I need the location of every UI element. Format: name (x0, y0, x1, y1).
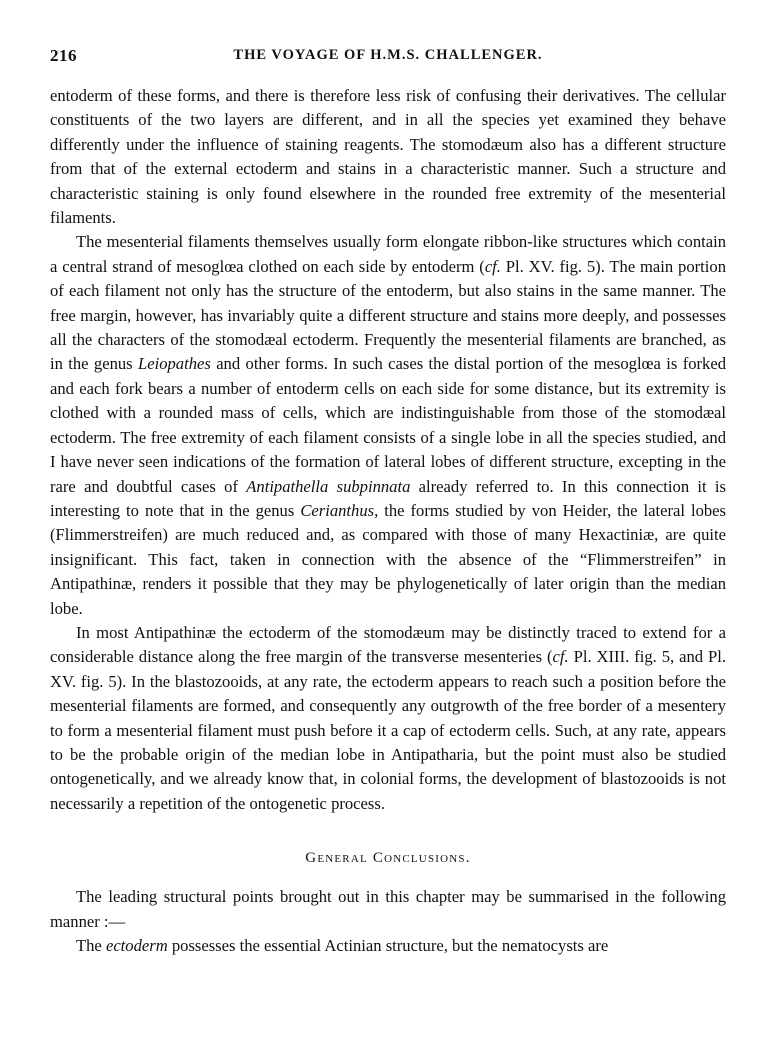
genus-cerianthus: Cerianthus, (300, 500, 379, 520)
paragraph-3-text-b: Pl. XIII. fig. 5, and Pl. XV. fig. 5). In the blastozooids, at any rate, the ectoderm appears to reach such a position before the mesenterial filaments are formed, and consequently any outgrowth of the free border of a mesentery to form a mesenterial filament must push before it a cap of ectoderm cells. Such, at any rate, appears to be the probable origin of the median lobe in Antipatharia, but the point must also be studied ontogenetically, and we already know that, in colonial forms, the development of blastozooids is not necessarily a repetition of the ontogenetic process. (50, 647, 727, 813)
conclusions-paragraph-2-text-a: The (76, 936, 106, 956)
paragraph-2-text-b: Pl. XV. fig. 5). The main portion of each filament not only has the structure of the entoderm, but also stains in the same manner. The free margin, however, has invariably quite a different structure and stains more deeply, and possesses all the characters of the stomodæal ectoderm. Frequently the mesenterial filaments are branched, as in the genus (50, 256, 726, 374)
running-head (50, 40, 726, 70)
paragraph-1 (50, 84, 726, 230)
paragraph-2 (50, 230, 726, 621)
section-heading: General Conclusions. (305, 850, 471, 867)
paragraph-2-text-d: already referred to. In this connection it is interesting to note that in the genus (50, 476, 726, 520)
page (50, 40, 726, 959)
cf-abbrev: cf. (552, 647, 569, 667)
conclusions-paragraph-1 (50, 885, 726, 934)
conclusions-paragraph-1-text: The leading structural points brought out in this chapter may be summarised in the following manner :— (50, 887, 726, 931)
body-text (50, 84, 726, 816)
conclusions-text (50, 885, 726, 959)
paragraph-2-text-e: the forms studied by von Heider, the lateral lobes (Flimmerstreifen) are much reduced and, as compared with those of many Hexactiniæ, are quite insignificant. This fact, taken in connection with the absence of the “Flimmerstreifen” in Antipathinæ, renders it possible that they may be phylogenetically of later origin than the median lobe. (50, 500, 727, 618)
paragraph-1-text: entoderm of these forms, and there is therefore less risk of confusing their derivatives. The cellular constituents of the two layers are different, and in all the species yet examined they behave differently under the influence of staining reagents. The stomodæum also has a different structure from that of the external ectoderm and stains in a characteristic manner. Such a structure and characteristic staining is only found elsewhere in the rounded free extremity of the mesenterial filaments. (50, 86, 726, 228)
conclusions-paragraph-2 (50, 934, 726, 959)
term-ectoderm: ectoderm (105, 936, 168, 956)
paragraph-3-text-a: In most Antipathinæ the ectoderm of the stomodæum may be distinctly traced to extend for a considerable distance along the free margin of the transverse mesenteries ( (50, 622, 726, 667)
page-number: 216 (50, 46, 77, 65)
cf-abbrev: cf. (484, 256, 501, 276)
paragraph-2-text-c: and other forms. In such cases the distal portion of the mesoglœa is forked and each fork bears a number of entoderm cells on each side for some distance, but its extremity is clothed with a rounded mass of cells, which are indistinguishable from those of the stomodæal ectoderm. The free extremity of each filament consists of a single lobe in all the species studied, and I have never seen indications of the formation of lateral lobes of different structure, excepting in the rare and doubtful cases of (50, 354, 727, 496)
running-title: THE VOYAGE OF H.M.S. CHALLENGER. (233, 47, 543, 63)
paragraph-2-text-a: The mesenterial filaments themselves usually form elongate ribbon-like structures which contain a central strand of mesoglœa clothed on each side by entoderm ( (50, 232, 726, 276)
paragraph-3 (50, 621, 726, 816)
genus-leiopathes: Leiopathes (138, 354, 211, 374)
species-antipathella: Antipathella subpinnata (246, 476, 411, 496)
conclusions-paragraph-2-text-b: possesses the essential Actinian structure, but the nematocysts are (167, 936, 609, 956)
